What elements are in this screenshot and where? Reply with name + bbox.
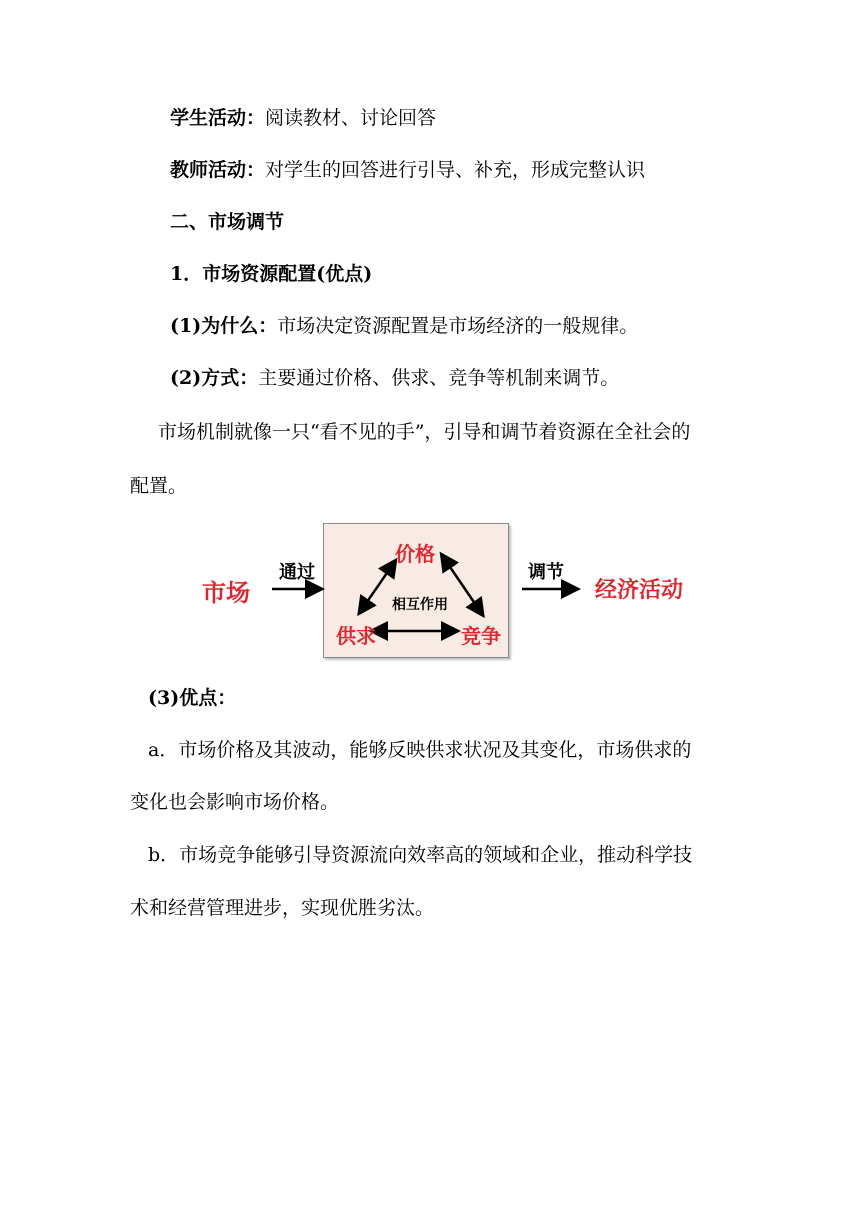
- interaction-label: 相互作用: [392, 597, 448, 613]
- point-b-line-2: 术和经营管理进步，实现优胜劣汰。: [130, 897, 435, 919]
- invisible-hand-line-1: 市场机制就像一只“看不见的手”，引导和调节着资源在全社会的: [158, 421, 691, 443]
- advantages-label: (3)优点：: [148, 687, 237, 709]
- method-line: [170, 366, 619, 390]
- invisible-hand-line-2: 配置。: [130, 475, 188, 497]
- market-mechanism-diagram: [180, 518, 720, 663]
- supply-demand-label: 供求: [336, 624, 376, 648]
- price-label: 价格: [395, 542, 435, 566]
- why-text: 市场决定资源配置是市场经济的一般规律。: [277, 315, 639, 337]
- student-activity-line: [170, 106, 436, 130]
- point-a-line-2: 变化也会影响市场价格。: [130, 791, 340, 813]
- subsection-heading: 1．市场资源配置(优点): [170, 263, 373, 285]
- method-text: 主要通过价格、供求、竞争等机制来调节。: [258, 367, 620, 389]
- teacher-activity-label: 教师活动：: [170, 159, 266, 181]
- why-line: [170, 314, 638, 338]
- price-supply-arrow: [360, 570, 389, 612]
- economic-activity-label: 经济活动: [595, 578, 684, 603]
- method-label: (2)方式：: [170, 367, 259, 389]
- section-heading: 二、市场调节: [170, 211, 285, 233]
- student-activity-text: 阅读教材、讨论回答: [265, 107, 437, 129]
- price-competition-arrow: [448, 564, 482, 614]
- teacher-activity-text: 对学生的回答进行引导、补充，形成完整认识: [265, 159, 646, 181]
- point-a-line-1: a．市场价格及其波动，能够反映供求状况及其变化，市场供求的: [148, 739, 692, 761]
- competition-label: 竞争: [461, 624, 501, 648]
- why-label: (1)为什么：: [170, 315, 278, 337]
- point-b-line-1: b．市场竞争能够引导资源流向效率高的领域和企业，推动科学技: [148, 844, 693, 866]
- market-label: 市场: [202, 579, 250, 607]
- teacher-activity-line: [170, 158, 645, 182]
- regulate-label: 调节: [528, 562, 564, 583]
- via-label: 通过: [279, 562, 315, 583]
- student-activity-label: 学生活动：: [170, 107, 266, 129]
